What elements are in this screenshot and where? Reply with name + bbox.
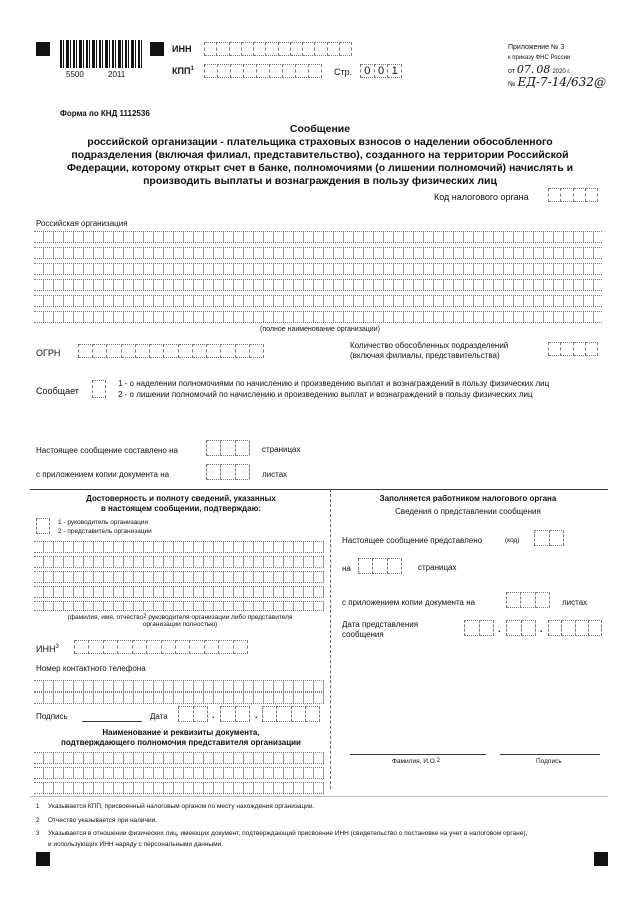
composed-label: Настоящее сообщение составлено на: [36, 446, 178, 455]
page-label: Стр.: [334, 67, 353, 77]
composed-pages-cells[interactable]: [206, 440, 250, 456]
fio-signature-line[interactable]: [350, 754, 486, 755]
footnote: [36, 816, 596, 827]
title-line5: производить выплаты и вознаграждения в пользу физических лиц: [143, 175, 497, 187]
appendix-number-prefix: №: [508, 81, 516, 88]
worker-fio-sup: 2: [436, 758, 440, 764]
footnote-text: Отчество указывается при наличии.: [48, 816, 158, 824]
branches-line1: Количество обособленных подразделений: [350, 341, 509, 350]
organization-caption: (полное наименование организации): [260, 326, 380, 333]
fio-row[interactable]: [34, 571, 324, 583]
presentation-year-cells[interactable]: [548, 620, 602, 636]
presented-code-label: (код): [505, 537, 520, 544]
page-digit: 1: [388, 64, 402, 78]
inn-label: ИНН: [172, 44, 192, 54]
appendix-date-month: 08: [536, 63, 551, 76]
date-dot: .: [255, 710, 258, 720]
presentation-date-label: [342, 620, 418, 639]
presentation-month-cells[interactable]: [506, 620, 536, 636]
appendix-number: [508, 76, 606, 90]
date-dot: .: [540, 624, 543, 634]
worker-signature-label: Подпись: [536, 758, 562, 765]
copy-label: с приложением копии документа на: [36, 470, 170, 479]
page-digit: 0: [375, 64, 389, 78]
copy-sheets-word: листах: [262, 470, 288, 479]
date-day-cells[interactable]: [178, 706, 208, 722]
appendix-date-prefix: от: [508, 68, 515, 75]
branches-line2: (включая филиалы, представительства): [350, 350, 500, 360]
footnote: [36, 840, 596, 851]
doc-title-line2: подтверждающего полномочия представителя организации: [61, 737, 301, 747]
confirm-opt2: 2 - представитель организации: [58, 528, 152, 535]
footnote-text: Указывается в отношении физических лиц, имеющих документ, подтверждающий присвоение ИНН (свидетельство о постановке на учет в налоговом органе),: [48, 830, 528, 837]
worker-fio-label: [392, 758, 440, 765]
fio-caption: [40, 614, 320, 629]
fio-row[interactable]: [34, 601, 324, 611]
corner-marker-top-left: [36, 42, 50, 56]
title-line4: Федерации, которому открыт счет в банке, полномочиями (о лишении полномочий) начислять и: [66, 162, 574, 174]
doc-row[interactable]: [34, 782, 324, 794]
reports-option1: 1 - о наделении полномочиями по начислению и произведению выплат и вознаграждений в пользу физических лиц: [118, 379, 550, 388]
presented-pages-word: страницах: [418, 563, 457, 572]
organization-name-row[interactable]: [34, 231, 602, 243]
worker-signature-line[interactable]: [500, 754, 600, 755]
left-inn-cells[interactable]: [74, 640, 248, 654]
page-title: [30, 123, 610, 188]
left-inn-label-text: ИНН: [36, 644, 56, 654]
footnote: [36, 829, 596, 840]
doc-title-line1: Наименование и реквизиты документа,: [102, 728, 260, 737]
confirm-role-cell[interactable]: [36, 518, 50, 534]
doc-row[interactable]: [34, 752, 324, 764]
fio-caption-part3: организации полностью): [142, 621, 218, 629]
confirm-title: [36, 494, 326, 513]
ogrn-label: ОГРН: [36, 348, 61, 358]
tax-office-label: Код налогового органа: [434, 192, 529, 202]
inn-cells[interactable]: [204, 42, 352, 56]
footnote-num: 1: [36, 804, 40, 810]
title-line1: Сообщение: [289, 123, 351, 135]
on-label: на: [342, 564, 351, 573]
fio-caption-sup: 2: [143, 614, 147, 620]
footnote-divider: [30, 796, 608, 797]
doc-title: [36, 728, 326, 747]
footnotes: [36, 802, 596, 850]
organization-name-row[interactable]: [34, 311, 602, 323]
corner-marker-top-center: [150, 42, 164, 56]
footnote-text: и использующих ИНН наряду с персональными данными.: [48, 840, 223, 848]
organization-name-row[interactable]: [34, 263, 602, 275]
date-month-cells[interactable]: [220, 706, 250, 722]
left-inn-label: [36, 644, 59, 655]
phone-label: Номер контактного телефона: [36, 664, 146, 673]
appendix-line2: к приказу ФНС России: [508, 55, 571, 61]
branches-count-cells[interactable]: [548, 342, 598, 356]
date-label: Дата: [150, 712, 168, 721]
tax-worker-title: Заполняется работником налогового органа: [379, 494, 557, 503]
kpp-label-text: КПП: [172, 66, 191, 76]
presentation-date-line1: Дата представления: [342, 620, 419, 629]
footnote: [36, 802, 596, 813]
appendix-number-value: ЕД-7-14/632@: [517, 75, 606, 89]
title-line3: подразделения (включая филиал, представительство), созданного на территории Российской: [71, 149, 569, 161]
page-number-cells: [360, 64, 402, 78]
worker-fio-text: Фамилия, И.О.: [392, 758, 437, 765]
right-copy-label: с приложением копии документа на: [342, 598, 476, 607]
page-digit: 0: [361, 64, 375, 78]
date-dot: .: [212, 710, 215, 720]
tax-office-cells[interactable]: [548, 188, 598, 202]
fio-caption-part2: руководителя организации либо представителя: [148, 614, 293, 621]
right-copy-sheets-word: листах: [562, 598, 588, 607]
corner-marker-bottom-left: [36, 852, 50, 866]
fio-row[interactable]: [34, 556, 324, 568]
reports-code-cell[interactable]: [92, 380, 106, 398]
confirm-title-line1: Достоверность и полноту сведений, указанных: [86, 494, 276, 503]
organization-label: Российская организация: [36, 219, 128, 228]
footnote-num: 3: [36, 831, 40, 837]
kpp-footnote-mark: 1: [190, 66, 194, 72]
fio-row[interactable]: [34, 541, 324, 553]
date-year-cells[interactable]: [262, 706, 320, 722]
signature-line[interactable]: [82, 721, 142, 722]
barcode-number-right: 2011: [108, 70, 126, 79]
presented-label: Настоящее сообщение представлено: [342, 536, 483, 545]
footnote-text: Указывается КПП, присвоенный налоговым органом по месту нахождения организации.: [48, 803, 315, 810]
footnote-num: 2: [36, 817, 40, 824]
confirm-title-line2: в настоящем сообщении, подтверждаю:: [100, 503, 262, 513]
corner-marker-bottom-right: [594, 852, 608, 866]
left-inn-sup: 3: [55, 644, 59, 650]
appendix-line1: Приложение № 3: [508, 44, 565, 51]
appendix-date-year: 2020 г.: [552, 69, 571, 75]
doc-row[interactable]: [34, 767, 324, 779]
organization-name-row[interactable]: [34, 247, 602, 259]
right-copy-sheets-cells[interactable]: [506, 592, 550, 608]
organization-name-row[interactable]: [34, 279, 602, 291]
phone-row[interactable]: [34, 680, 324, 692]
phone-row[interactable]: [34, 692, 324, 704]
title-line2: российской организации - плательщика страховых взносов о наделении обособленного: [87, 136, 553, 148]
fio-caption-part1: (фамилия, имя, отчество: [67, 614, 144, 621]
section-divider: [30, 489, 608, 490]
presented-code-cells[interactable]: [534, 530, 564, 546]
tax-worker-subtitle: Сведения о представлении сообщения: [395, 507, 541, 516]
branches-label: [350, 341, 508, 360]
organization-name-row[interactable]: [34, 295, 602, 307]
copy-sheets-cells[interactable]: [206, 464, 250, 480]
presented-pages-cells[interactable]: [358, 558, 402, 574]
confirm-opt1: 1 - руководитель организации: [58, 519, 149, 526]
date-dot: .: [498, 624, 501, 634]
barcode: [60, 40, 142, 68]
composed-pages-word: страницах: [262, 445, 301, 454]
fio-row[interactable]: [34, 586, 324, 598]
section-vertical-divider: [330, 489, 331, 789]
reports-label: Сообщает: [36, 386, 79, 396]
presentation-date-line2: сообщения: [342, 629, 384, 639]
form-code: Форма по КНД 1112536: [60, 109, 150, 118]
barcode-number-left: 5500: [66, 70, 84, 79]
appendix-date-day: 07.: [516, 63, 535, 76]
kpp-cells[interactable]: [204, 64, 322, 78]
kpp-label: [172, 66, 194, 77]
ogrn-cells[interactable]: [78, 344, 264, 358]
reports-option2: 2 - о лишении полномочий по начислению и произведению выплат и вознаграждений в пользу физических лиц: [118, 390, 533, 399]
presentation-day-cells[interactable]: [464, 620, 494, 636]
signature-label: Подпись: [36, 712, 68, 721]
